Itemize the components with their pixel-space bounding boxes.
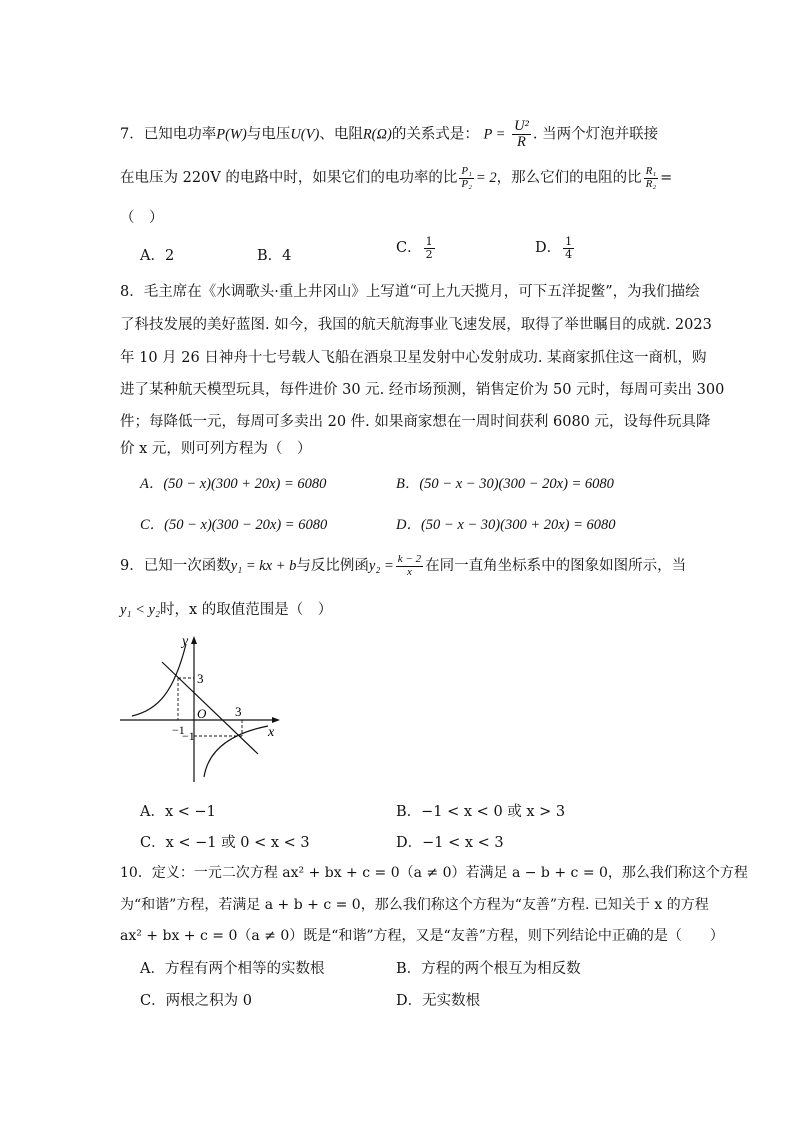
q9-linear-function: y₁ = kx + b xyxy=(230,558,297,575)
q9-inverse-fraction xyxy=(396,554,423,578)
q8-line-4: 进了某种航天模型玩具，每件进价 30 元. 经市场预测，销售定价为 50 元时，每周可卖出 300 xyxy=(120,382,725,398)
q9-text: 时，x 的取值范围是（ ） xyxy=(160,602,333,618)
tick-label-x-neg1: −1 xyxy=(172,723,185,737)
q9-text: 在同一直角坐标系中的图象如图所示，当 xyxy=(425,558,687,575)
q7-ratio-denominator: P₂ xyxy=(461,177,472,190)
q7-line-2 xyxy=(120,166,672,190)
q8-line-1: 8．毛主席在《水调歌头·重上井冈山》上写道“可上九天揽月，可下五洋捉鳖”，为我们描绘 xyxy=(120,284,700,300)
q10-option-d[interactable]: D．无实数根 xyxy=(396,993,481,1009)
q7-voltage-symbol: U(V) xyxy=(290,126,320,143)
q7-option-d-label: D． xyxy=(535,240,562,257)
q9-text: 与反比例函 xyxy=(296,558,369,575)
tick-label-y-3: 3 xyxy=(197,671,204,686)
q8-option-a[interactable]: A．(50 − x)(300 + 20x) = 6080 xyxy=(140,476,327,492)
q8-line-5: 件；每降低一元，每周可多卖出 20 件. 如果商家想在一周时间获利 6080 元，设每件玩具降 xyxy=(120,414,711,430)
q10-line-2: 为“和谐”方程，若满足 a + b + c = 0，那么我们称这个方程为“友善”方程. 已知关于 x 的方程 xyxy=(120,897,709,913)
q9-inverse-lhs: y₂ = xyxy=(368,558,394,575)
q7-text: 、电阻 xyxy=(319,126,363,143)
y-axis-label: y xyxy=(182,634,189,649)
q7-power-ratio xyxy=(459,166,474,190)
q8-option-b[interactable]: B．(50 − x − 30)(300 − 20x) = 6080 xyxy=(396,476,614,492)
q7-answer-blank: （ ） xyxy=(120,210,164,226)
q9-text: 9．已知一次函数 xyxy=(120,558,231,575)
tick-label-y-neg1: −1 xyxy=(182,729,195,743)
q7-formula-numerator: U² xyxy=(514,118,529,134)
q7-ratio-denominator: R₂ xyxy=(645,177,657,190)
q9-inverse-denominator: x xyxy=(407,565,412,578)
q7-option-a[interactable]: A．2 xyxy=(140,248,175,264)
q9-function-graph xyxy=(118,632,288,787)
q7-text: 的关系式是： xyxy=(391,126,479,143)
q10-option-a[interactable]: A．方程有两个相等的实数根 xyxy=(140,961,325,977)
q9-line-2 xyxy=(120,598,332,619)
q9-inverse-numerator: k − 2 xyxy=(397,553,422,565)
q7-resistance-ratio xyxy=(644,166,659,190)
q7-option-c-num: 1 xyxy=(425,235,433,248)
q9-option-c[interactable]: C．x < −1 或 0 < x < 3 xyxy=(140,835,310,851)
q7-option-c-den: 2 xyxy=(425,247,433,261)
q8-line-6: 价 x 元，则可列方程为（ ） xyxy=(120,441,312,457)
q8-line-2: 了科技发展的美好蓝图. 如今，我国的航天航海事业飞速发展，取得了举世瞩目的成就. 2023 xyxy=(120,317,712,333)
x-axis-label: x xyxy=(268,725,275,740)
q7-formula-fraction xyxy=(512,119,531,150)
q7-text: 7．已知电功率 xyxy=(120,126,217,143)
q7-option-d-fraction xyxy=(563,236,574,260)
q7-option-b[interactable]: B．4 xyxy=(257,248,292,264)
q9-inequality: y₁ < y₂ xyxy=(120,602,160,618)
q9-option-a[interactable]: A．x < −1 xyxy=(140,804,216,820)
q7-option-d-den: 4 xyxy=(565,247,573,261)
q10-option-b[interactable]: B．方程的两个根互为相反数 xyxy=(396,961,581,977)
q8-line-3: 年 10 月 26 日神舟十七号载人飞船在酒泉卫星发射中心发射成功. 某商家抓住这一商机，购 xyxy=(120,350,707,366)
q7-text: ，那么它们的电阻的比 xyxy=(496,170,642,187)
q7-option-d-num: 1 xyxy=(565,235,573,248)
q7-line-1 xyxy=(120,119,658,150)
q9-option-d[interactable]: D．−1 < x < 3 xyxy=(396,835,504,851)
q7-text: 与电压 xyxy=(246,126,291,143)
q7-option-c-label: C． xyxy=(396,240,422,257)
tick-label-x-3: 3 xyxy=(235,704,242,719)
q7-ratio-numerator: R₁ xyxy=(645,165,657,177)
origin-label: O xyxy=(197,706,207,721)
q7-text: 在电压为 220V 的电路中时，如果它们的电功率的比 xyxy=(120,170,458,187)
q10-option-c[interactable]: C．两根之积为 0 xyxy=(140,993,252,1009)
q9-option-b[interactable]: B．−1 < x < 0 或 x > 3 xyxy=(396,804,566,820)
q7-ratio-value: = 2 xyxy=(475,170,497,187)
x-axis-arrow-icon xyxy=(272,717,280,723)
q7-option-c[interactable] xyxy=(396,236,437,260)
q10-line-1: 10．定义：一元二次方程 ax² + bx + c = 0（a ≠ 0）若满足 a − b + c = 0，那么我们称这个方程 xyxy=(120,865,748,881)
q7-text: . 当两个灯泡并联接 xyxy=(532,126,659,143)
q7-option-d[interactable] xyxy=(535,236,576,260)
linear-function-line xyxy=(162,662,258,754)
q7-power-symbol: P(W) xyxy=(216,126,247,143)
q7-resistance-symbol: R(Ω) xyxy=(362,126,392,143)
q7-text: = xyxy=(660,170,673,187)
q8-option-c[interactable]: C．(50 − x)(300 − 20x) = 6080 xyxy=(140,517,328,533)
q7-ratio-numerator: P₁ xyxy=(461,165,472,177)
q7-formula-lhs: P = xyxy=(483,126,506,143)
q7-option-c-fraction xyxy=(424,236,435,260)
q8-option-d[interactable]: D．(50 − x − 30)(300 + 20x) = 6080 xyxy=(396,517,616,533)
q9-line-1 xyxy=(120,554,686,578)
q10-line-3: ax² + bx + c = 0（a ≠ 0）既是“和谐”方程，又是“友善”方程，则下列结论中正确的是（ ） xyxy=(120,928,724,944)
q7-formula-denominator: R xyxy=(517,134,526,151)
y-axis-arrow-icon xyxy=(191,636,197,644)
